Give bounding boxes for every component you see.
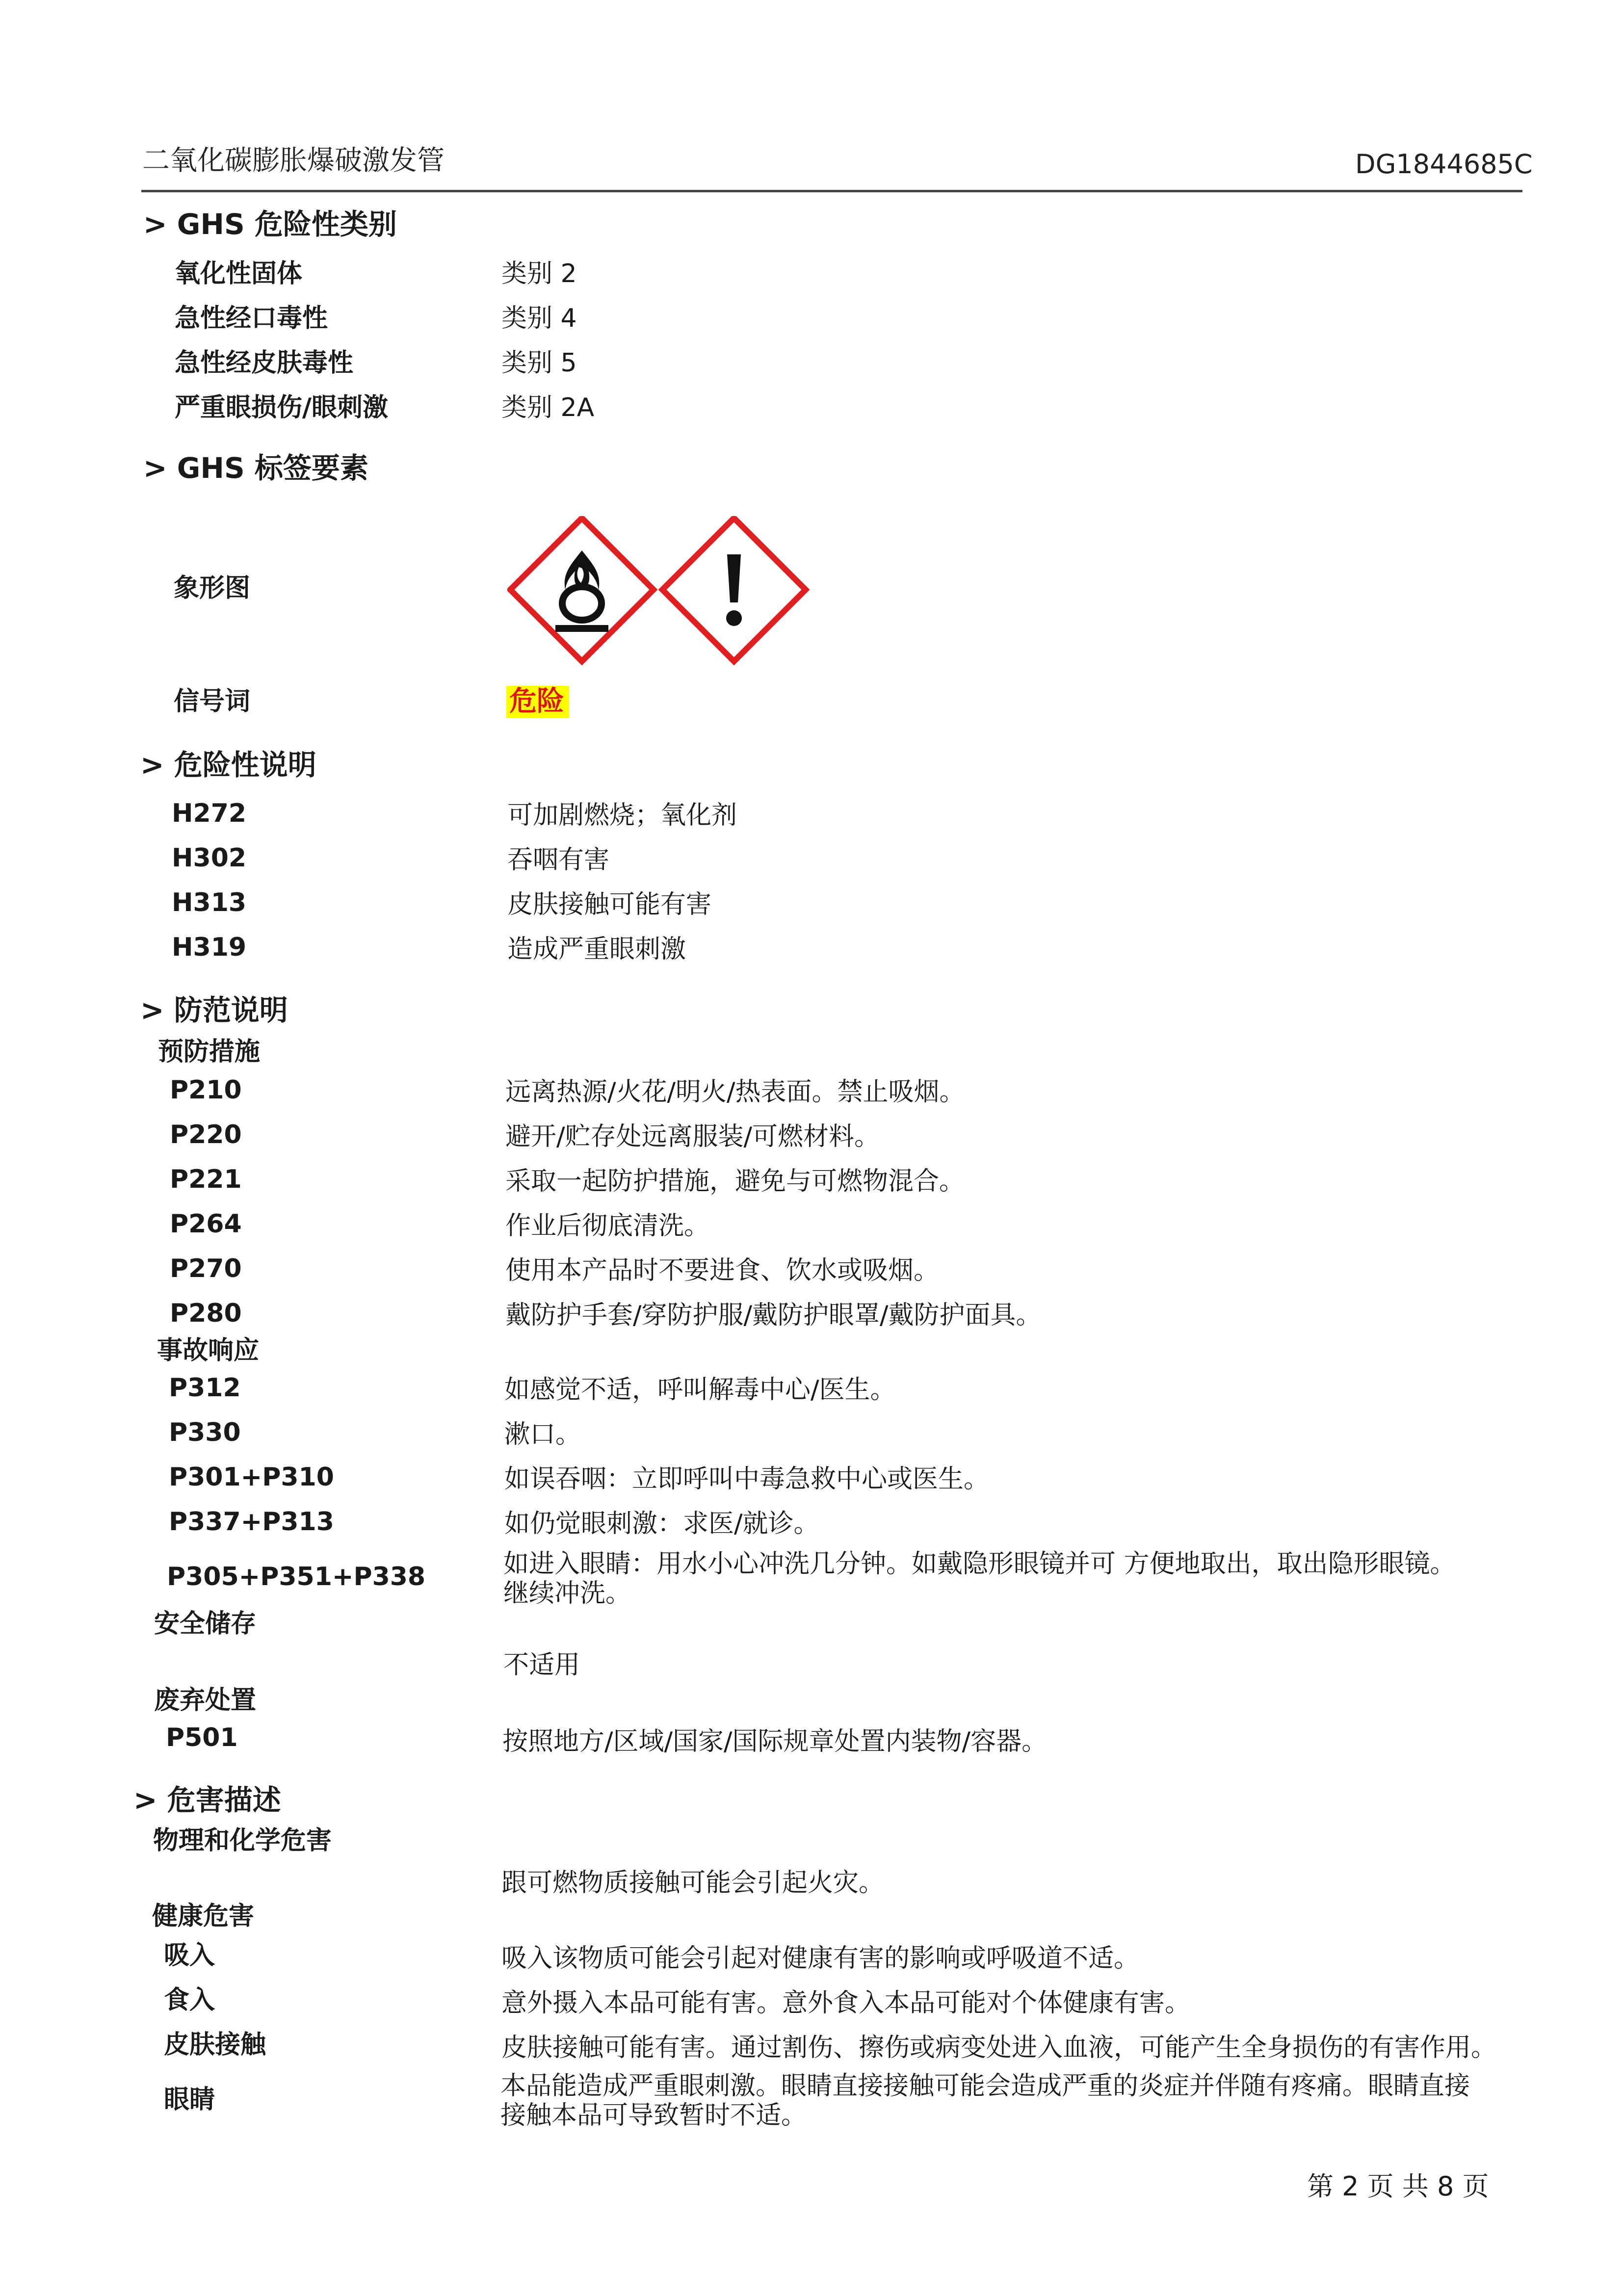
hazard-description-heading: > 危害描述 xyxy=(133,1783,281,1817)
class-value: 类别 4 xyxy=(501,304,577,333)
health-route-text: 皮肤接触可能有害。通过割伤、擦伤或病变处进入血液，可能产生全身损伤的有害作用。 xyxy=(501,2033,1497,2062)
class-value: 类别 5 xyxy=(501,348,577,378)
precaution-text-continued: 继续冲洗。 xyxy=(503,1579,631,1608)
health-route-text: 本品能造成严重眼刺激。眼睛直接接触可能会造成严重的炎症并伴随有疼痛。眼睛直接 xyxy=(500,2071,1470,2101)
precaution-text: 采取一起防护措施，避免与可燃物混合。 xyxy=(505,1167,965,1196)
health-route-label: 吸入 xyxy=(164,1941,215,1970)
hazard-text: 造成严重眼刺激 xyxy=(507,935,686,964)
precaution-text: 使用本产品时不要进食、饮水或吸烟。 xyxy=(505,1256,940,1285)
hazard-code: H302 xyxy=(172,843,247,873)
ghs-class-heading: > GHS 危险性类别 xyxy=(143,208,397,241)
signal-word: 危险 xyxy=(506,686,569,718)
hazard-code: H313 xyxy=(172,888,247,917)
precaution-code: P220 xyxy=(170,1120,242,1149)
class-label: 严重眼损伤/眼刺激 xyxy=(175,393,388,422)
response-title: 事故响应 xyxy=(157,1336,260,1365)
precaution-code: P305+P351+P338 xyxy=(167,1562,426,1592)
precaution-code: P301+P310 xyxy=(169,1462,334,1492)
storage-title: 安全储存 xyxy=(154,1609,257,1639)
exclamation-mark-icon xyxy=(662,518,806,661)
precaution-code: P221 xyxy=(170,1165,242,1194)
health-hazard-title: 健康危害 xyxy=(152,1902,255,1931)
physical-hazard-title: 物理和化学危害 xyxy=(153,1826,332,1855)
precaution-code: P501 xyxy=(166,1723,238,1752)
health-route-label: 食入 xyxy=(164,1985,215,2015)
precaution-code: P312 xyxy=(169,1373,241,1403)
health-route-label: 眼睛 xyxy=(164,2085,215,2114)
precaution-code: P264 xyxy=(170,1209,242,1239)
precaution-text: 远离热源/火花/明火/热表面。禁止吸烟。 xyxy=(505,1077,965,1107)
health-route-text-continued: 接触本品可导致暂时不适。 xyxy=(500,2101,807,2130)
pictograms xyxy=(507,516,812,666)
hazard-code: H319 xyxy=(172,933,247,962)
storage-text: 不适用 xyxy=(503,1650,580,1680)
precaution-code: P337+P313 xyxy=(169,1507,334,1537)
precaution-code: P280 xyxy=(170,1299,242,1328)
health-route-text: 吸入该物质可能会引起对健康有害的影响或呼吸道不适。 xyxy=(501,1944,1140,1973)
ghs-label-heading: > GHS 标签要素 xyxy=(143,451,368,485)
prevention-title: 预防措施 xyxy=(158,1037,261,1067)
health-route-label: 皮肤接触 xyxy=(164,2030,266,2060)
precautionary-heading: > 防范说明 xyxy=(140,993,288,1027)
precaution-text: 如误吞咽：立即呼叫中毒急救中心或医生。 xyxy=(504,1464,990,1494)
hazard-statements-heading: > 危险性说明 xyxy=(140,748,316,782)
hazard-text: 吞咽有害 xyxy=(507,845,610,875)
hazard-text: 可加剧燃烧；氧化剂 xyxy=(507,801,737,830)
precaution-code: P270 xyxy=(170,1254,242,1283)
precaution-text: 戴防护手套/穿防护服/戴防护眼罩/戴防护面具。 xyxy=(505,1301,1042,1330)
disposal-title: 废弃处置 xyxy=(154,1686,257,1715)
hazard-code: H272 xyxy=(172,799,247,828)
precaution-text: 如感觉不适，呼叫解毒中心/医生。 xyxy=(504,1375,896,1405)
document-id: DG1844685C xyxy=(1355,149,1533,180)
precaution-code: P210 xyxy=(170,1075,242,1105)
precaution-text: 如进入眼睛：用水小心冲洗几分钟。如戴隐形眼镜并可 方便地取出，取出隐形眼镜。 xyxy=(503,1549,1456,1579)
flame-over-circle-icon xyxy=(510,518,654,661)
class-label: 氧化性固体 xyxy=(175,259,303,288)
precaution-text: 作业后彻底清洗。 xyxy=(505,1211,710,1241)
header-divider xyxy=(141,190,1522,192)
document-title: 二氧化碳膨胀爆破激发管 xyxy=(142,145,445,177)
class-label: 急性经皮肤毒性 xyxy=(175,348,354,378)
precaution-text: 按照地方/区域/国家/国际规章处置内装物/容器。 xyxy=(502,1727,1048,1756)
class-value: 类别 2 xyxy=(501,259,577,288)
hazard-text: 皮肤接触可能有害 xyxy=(507,890,712,919)
health-route-text: 意外摄入本品可能有害。意外食入本品可能对个体健康有害。 xyxy=(501,1988,1191,2018)
class-label: 急性经口毒性 xyxy=(175,304,328,333)
precaution-text: 如仍觉眼刺激：求医/就诊。 xyxy=(504,1509,819,1539)
precaution-text: 避开/贮存处远离服装/可燃材料。 xyxy=(505,1122,880,1151)
precaution-text: 漱口。 xyxy=(504,1420,581,1449)
physical-hazard-text: 跟可燃物质接触可能会引起火灾。 xyxy=(501,1868,885,1898)
page-number: 第 2 页 共 8 页 xyxy=(1307,2171,1489,2202)
pictogram-label: 象形图 xyxy=(174,574,251,603)
class-value: 类别 2A xyxy=(501,393,595,422)
signal-word-label: 信号词 xyxy=(174,687,251,716)
precaution-code: P330 xyxy=(169,1418,241,1447)
